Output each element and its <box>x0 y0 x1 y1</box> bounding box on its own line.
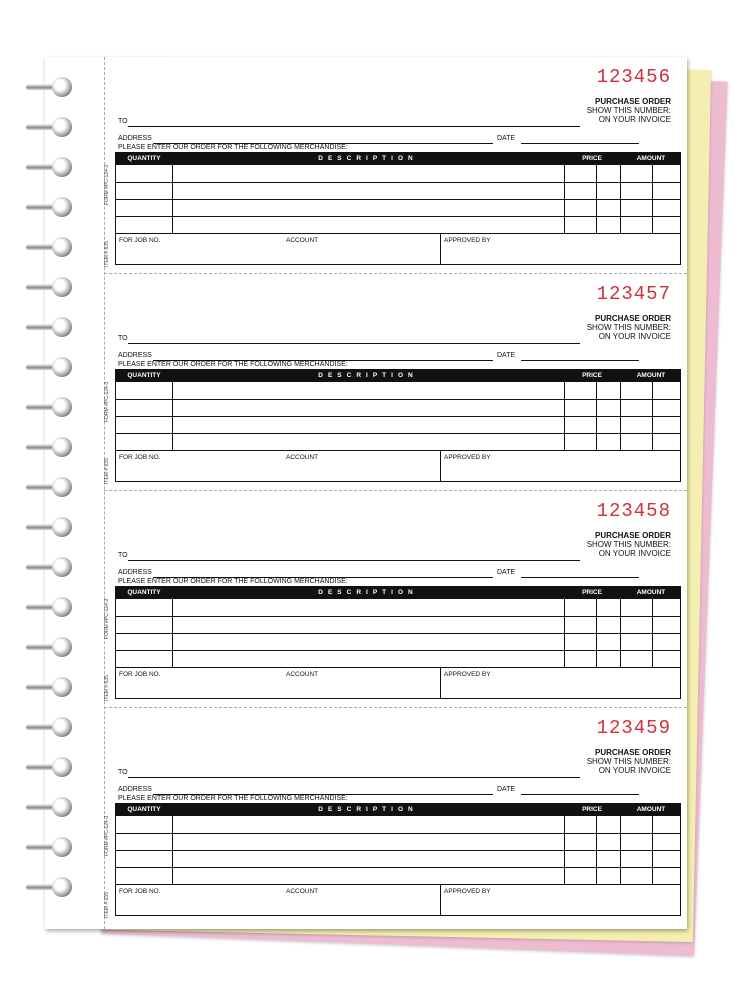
column-divider <box>564 804 565 885</box>
column-divider <box>564 587 565 668</box>
side-item-code: ITEM # 635 <box>104 241 110 267</box>
punch-hole <box>52 357 72 377</box>
punch-hole <box>52 517 72 537</box>
spiral-coil <box>24 755 80 781</box>
footer-divider <box>440 450 441 481</box>
table-row[interactable] <box>116 199 680 200</box>
column-header-quantity: QUANTITY <box>127 372 161 379</box>
side-form-code: FORM #PC-124-3 <box>104 164 110 205</box>
po-title: PURCHASE ORDER <box>594 748 671 757</box>
spiral-coil <box>24 395 80 421</box>
po-instruction-line: ON YOUR INVOICE <box>598 332 671 341</box>
side-item-code: ITEM # 635 <box>104 675 110 701</box>
spiral-binding <box>24 75 84 915</box>
horizontal-perforation <box>104 273 687 274</box>
address-label: ADDRESS <box>118 569 152 576</box>
spiral-coil <box>24 115 80 141</box>
spiral-coil <box>24 315 80 341</box>
date-label: DATE <box>497 135 516 142</box>
spiral-coil <box>24 235 80 261</box>
column-header-description: DESCRIPTION <box>318 806 418 813</box>
column-divider <box>564 370 565 451</box>
punch-hole <box>52 797 72 817</box>
order-instruction: PLEASE ENTER OUR ORDER FOR THE FOLLOWING MERCHANDISE: <box>118 578 348 585</box>
po-instruction-line: SHOW THIS NUMBER: <box>586 106 671 115</box>
merchandise-table <box>115 369 681 482</box>
column-divider <box>172 804 173 885</box>
side-item-code: ITEM # 635 <box>104 458 110 484</box>
job-number-label: FOR JOB NO. <box>119 237 161 244</box>
column-divider <box>564 153 565 234</box>
punch-hole <box>52 117 72 137</box>
punch-hole <box>52 677 72 697</box>
spiral-coil <box>24 155 80 181</box>
horizontal-perforation <box>104 490 687 491</box>
table-row[interactable] <box>116 833 680 834</box>
punch-hole <box>52 197 72 217</box>
spiral-coil <box>24 435 80 461</box>
spiral-coil <box>24 475 80 501</box>
po-title: PURCHASE ORDER <box>594 314 671 323</box>
account-label: ACCOUNT <box>286 671 319 678</box>
punch-hole <box>52 397 72 417</box>
column-divider <box>172 587 173 668</box>
side-item-code: ITEM # 635 <box>104 892 110 918</box>
date-label: DATE <box>497 352 516 359</box>
column-header-quantity: QUANTITY <box>127 806 161 813</box>
purchase-order-form <box>105 60 685 276</box>
date-field[interactable] <box>521 577 639 578</box>
po-title: PURCHASE ORDER <box>594 97 671 106</box>
spiral-coil <box>24 875 80 901</box>
table-row[interactable] <box>116 399 680 400</box>
spiral-coil <box>24 675 80 701</box>
table-row[interactable] <box>116 633 680 634</box>
spiral-coil <box>24 555 80 581</box>
table-footer-divider <box>116 233 680 234</box>
merchandise-table <box>115 803 681 916</box>
column-divider <box>620 587 621 668</box>
approved-by-label: APPROVED BY <box>444 888 491 895</box>
to-field[interactable] <box>128 343 580 344</box>
column-header-quantity: QUANTITY <box>127 589 161 596</box>
punch-hole <box>52 317 72 337</box>
table-footer-divider <box>116 667 680 668</box>
column-divider <box>172 153 173 234</box>
spiral-coil <box>24 275 80 301</box>
column-header-description: DESCRIPTION <box>318 155 418 162</box>
punch-hole <box>52 557 72 577</box>
table-row[interactable] <box>116 867 680 868</box>
date-field[interactable] <box>521 143 639 144</box>
table-footer-divider <box>116 884 680 885</box>
date-field[interactable] <box>521 360 639 361</box>
column-divider <box>620 370 621 451</box>
punch-hole <box>52 637 72 657</box>
po-number: 123459 <box>596 717 671 739</box>
order-instruction: PLEASE ENTER OUR ORDER FOR THE FOLLOWING MERCHANDISE: <box>118 795 348 802</box>
side-form-code: FORM #PC-124-3 <box>104 381 110 422</box>
column-header-description: DESCRIPTION <box>318 372 418 379</box>
approved-by-label: APPROVED BY <box>444 237 491 244</box>
footer-divider <box>440 233 441 264</box>
column-header-price: PRICE <box>582 372 602 379</box>
punch-hole <box>52 77 72 97</box>
spiral-coil <box>24 195 80 221</box>
table-row[interactable] <box>116 650 680 651</box>
table-row[interactable] <box>116 182 680 183</box>
column-header-description: DESCRIPTION <box>318 589 418 596</box>
punch-hole <box>52 277 72 297</box>
footer-divider <box>440 667 441 698</box>
account-label: ACCOUNT <box>286 237 319 244</box>
account-label: ACCOUNT <box>286 454 319 461</box>
approved-by-label: APPROVED BY <box>444 454 491 461</box>
column-header-amount: AMOUNT <box>636 589 666 596</box>
table-header <box>116 153 680 165</box>
po-number: 123457 <box>596 283 671 305</box>
column-header-amount: AMOUNT <box>636 806 666 813</box>
to-label: TO <box>118 118 128 125</box>
punch-hole <box>52 597 72 617</box>
spiral-coil <box>24 795 80 821</box>
horizontal-perforation <box>104 707 687 708</box>
po-instruction-line: ON YOUR INVOICE <box>598 115 671 124</box>
table-row[interactable] <box>116 416 680 417</box>
po-instruction-line: SHOW THIS NUMBER: <box>586 757 671 766</box>
date-field[interactable] <box>521 794 639 795</box>
column-divider <box>620 153 621 234</box>
table-row[interactable] <box>116 616 680 617</box>
side-form-code: FORM #PC-124-3 <box>104 598 110 639</box>
job-number-label: FOR JOB NO. <box>119 888 161 895</box>
spiral-coil <box>24 715 80 741</box>
spiral-coil <box>24 635 80 661</box>
to-label: TO <box>118 769 128 776</box>
purchase-order-form <box>105 277 685 493</box>
footer-divider <box>440 884 441 915</box>
to-field[interactable] <box>128 560 580 561</box>
address-label: ADDRESS <box>118 786 152 793</box>
to-field[interactable] <box>128 126 580 127</box>
to-label: TO <box>118 335 128 342</box>
po-instruction-line: SHOW THIS NUMBER: <box>586 540 671 549</box>
punch-hole <box>52 877 72 897</box>
merchandise-table <box>115 152 681 265</box>
purchase-order-form <box>105 494 685 710</box>
column-header-amount: AMOUNT <box>636 372 666 379</box>
punch-hole <box>52 477 72 497</box>
table-header <box>116 804 680 816</box>
column-header-price: PRICE <box>582 806 602 813</box>
job-number-label: FOR JOB NO. <box>119 454 161 461</box>
side-form-code: FORM #PC-124-3 <box>104 815 110 856</box>
punch-hole <box>52 437 72 457</box>
table-header <box>116 587 680 599</box>
column-header-quantity: QUANTITY <box>127 155 161 162</box>
punch-hole <box>52 237 72 257</box>
column-header-amount: AMOUNT <box>636 155 666 162</box>
order-instruction: PLEASE ENTER OUR ORDER FOR THE FOLLOWING MERCHANDISE: <box>118 361 348 368</box>
po-number: 123458 <box>596 500 671 522</box>
spiral-coil <box>24 75 80 101</box>
to-field[interactable] <box>128 777 580 778</box>
punch-hole <box>52 157 72 177</box>
po-instruction-line: ON YOUR INVOICE <box>598 766 671 775</box>
column-divider <box>172 370 173 451</box>
approved-by-label: APPROVED BY <box>444 671 491 678</box>
punch-hole <box>52 757 72 777</box>
date-label: DATE <box>497 786 516 793</box>
table-row[interactable] <box>116 850 680 851</box>
to-label: TO <box>118 552 128 559</box>
column-header-price: PRICE <box>582 589 602 596</box>
po-title: PURCHASE ORDER <box>594 531 671 540</box>
punch-hole <box>52 837 72 857</box>
punch-hole <box>52 717 72 737</box>
address-label: ADDRESS <box>118 135 152 142</box>
po-instruction-line: SHOW THIS NUMBER: <box>586 323 671 332</box>
date-label: DATE <box>497 569 516 576</box>
column-divider <box>620 804 621 885</box>
table-header <box>116 370 680 382</box>
job-number-label: FOR JOB NO. <box>119 671 161 678</box>
merchandise-table <box>115 586 681 699</box>
spiral-coil <box>24 595 80 621</box>
po-number: 123456 <box>596 66 671 88</box>
purchase-order-form <box>105 711 685 927</box>
spiral-coil <box>24 515 80 541</box>
po-instruction-line: ON YOUR INVOICE <box>598 549 671 558</box>
table-row[interactable] <box>116 216 680 217</box>
table-row[interactable] <box>116 433 680 434</box>
order-instruction: PLEASE ENTER OUR ORDER FOR THE FOLLOWING MERCHANDISE: <box>118 144 348 151</box>
account-label: ACCOUNT <box>286 888 319 895</box>
spiral-coil <box>24 355 80 381</box>
address-label: ADDRESS <box>118 352 152 359</box>
column-header-price: PRICE <box>582 155 602 162</box>
table-footer-divider <box>116 450 680 451</box>
spiral-coil <box>24 835 80 861</box>
